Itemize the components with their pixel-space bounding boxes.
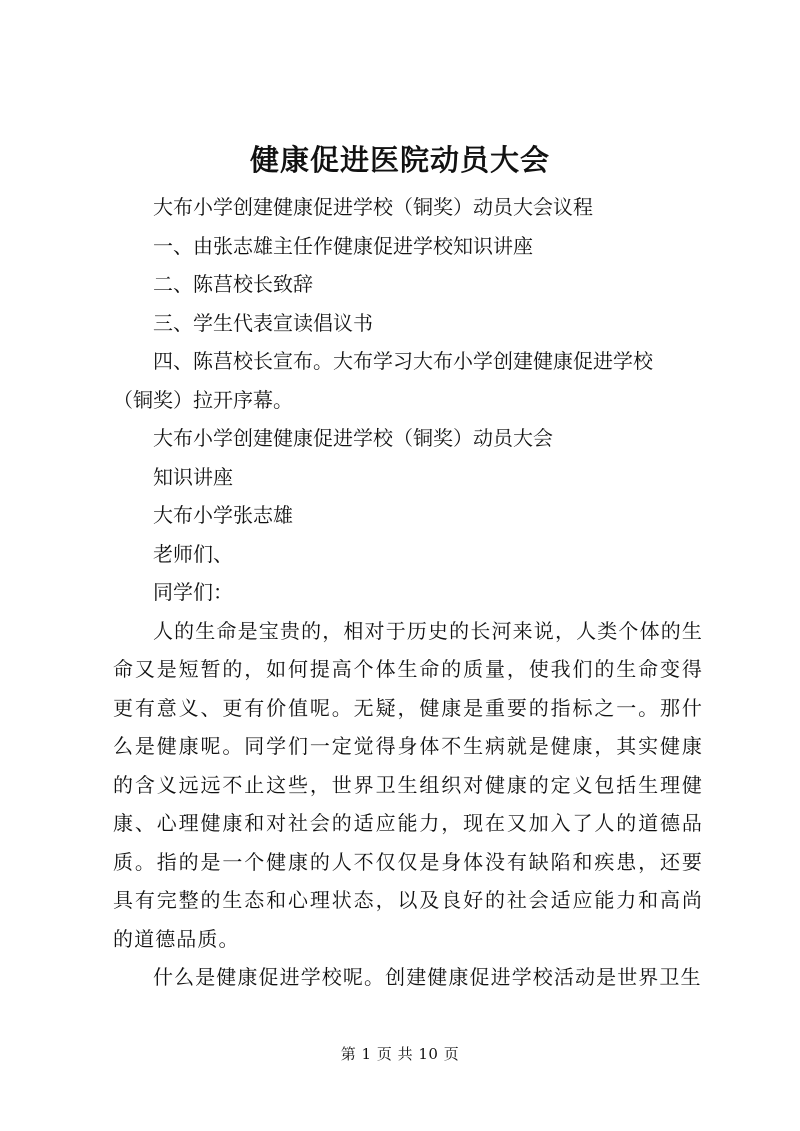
page-number: 第 1 页 共 10 页 bbox=[340, 1045, 460, 1063]
agenda-item-2: 二、陈莒校长致辞 bbox=[153, 272, 313, 296]
salutation-teachers: 老师们、 bbox=[153, 541, 233, 566]
agenda-item-1: 一、由张志雄主任作健康促进学校知识讲座 bbox=[153, 233, 533, 258]
agenda-item-4: 四、陈莒校长宣布。大布学习大布小学创建健康促进学校 bbox=[153, 349, 653, 373]
speech-author: 大布小学张志雄 bbox=[153, 503, 293, 527]
agenda-item-4-continued: （铜奖）拉开序幕。 bbox=[113, 387, 293, 412]
speech-paragraph-2: 什么是健康促进学校呢。创建健康促进学校活动是世界卫生 bbox=[153, 965, 702, 989]
speech-subtitle: 知识讲座 bbox=[153, 464, 233, 489]
agenda-heading: 大布小学创建健康促进学校（铜奖）动员大会议程 bbox=[153, 195, 593, 219]
document-body bbox=[113, 188, 703, 997]
agenda-item-3: 三、学生代表宣读倡议书 bbox=[153, 310, 373, 335]
speech-heading: 大布小学创建健康促进学校（铜奖）动员大会 bbox=[153, 426, 553, 450]
document-title: 健康促进医院动员大会 bbox=[249, 143, 550, 177]
speech-paragraph-1: 人的生命是宝贵的，相对于历史的长河来说，人类个体的生命又是短暂的，如何提高个体生命的质量，使我们的生命变得更有意义、更有价值呢。无疑，健康是重要的指标之一。那什么是健康呢。同学们一定觉得身体不生病就是健康，其实健康的含义远远不止这些，世界卫生组织对健康的定义包括生理健康、心理健康和对社会的适应能力，现在又加入了人的道德品质。指的是一个健康的人不仅仅是身体没有缺陷和疾患，还要具有完整的生态和心理状态，以及良好的社会适应能力和高尚的道德品质。 bbox=[113, 618, 703, 951]
salutation-students: 同学们： bbox=[153, 580, 233, 604]
